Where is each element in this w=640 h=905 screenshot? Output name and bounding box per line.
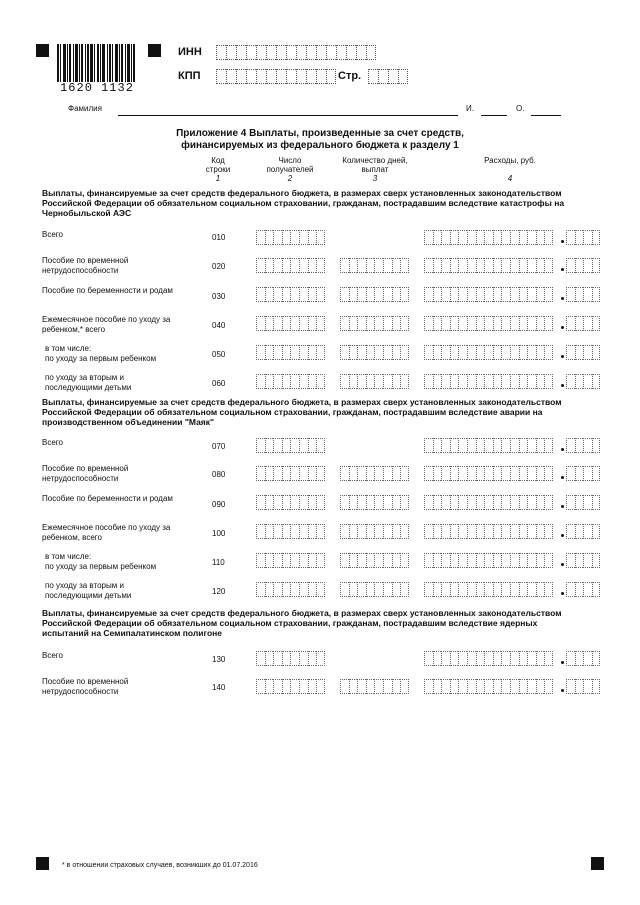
days-field-100[interactable] <box>340 524 409 539</box>
expenses-kop-field-010[interactable] <box>566 230 600 245</box>
row-label-110: в том числе: по уходу за первым ребенком <box>45 552 157 571</box>
page-label: Стр. <box>338 70 362 82</box>
row-label-060: по уходу за вторым и последующими детьми <box>45 373 132 392</box>
registration-marker-top-middle <box>148 44 161 57</box>
expenses-rub-field-030[interactable] <box>424 287 553 302</box>
days-field-080[interactable] <box>340 466 409 481</box>
days-field-020[interactable] <box>340 258 409 273</box>
kpp-field[interactable] <box>216 69 336 84</box>
expenses-rub-field-050[interactable] <box>424 345 553 360</box>
decimal-point-070 <box>561 448 564 451</box>
row-label-090: Пособие по беременности и родам <box>42 494 173 503</box>
recipients-field-080[interactable] <box>256 466 325 481</box>
recipients-field-070[interactable] <box>256 438 325 453</box>
expenses-kop-field-050[interactable] <box>566 345 600 360</box>
column-header-expenses: Расходы, руб. 4 <box>484 156 536 183</box>
inn-field[interactable] <box>216 45 376 60</box>
form-title-line-2: финансируемых из федерального бюджета к разделу 1 <box>181 140 459 151</box>
days-field-060[interactable] <box>340 374 409 389</box>
recipients-field-050[interactable] <box>256 345 325 360</box>
recipients-field-140[interactable] <box>256 679 325 694</box>
expenses-rub-field-100[interactable] <box>424 524 553 539</box>
decimal-point-040 <box>561 326 564 329</box>
row-code-010: 010 <box>212 233 226 242</box>
recipients-field-040[interactable] <box>256 316 325 331</box>
recipients-field-110[interactable] <box>256 553 325 568</box>
row-code-120: 120 <box>212 587 226 596</box>
days-field-110[interactable] <box>340 553 409 568</box>
surname-label: Фамилия <box>68 104 102 113</box>
row-code-140: 140 <box>212 683 226 692</box>
decimal-point-010 <box>561 240 564 243</box>
row-code-080: 080 <box>212 470 226 479</box>
section-mayak-heading: Выплаты, финансируемые за счет средств федерального бюджета, в размерах сверх установленных законодательством Российской Федерации об обязательном социальном страховании, гражданам, пострадавшим вследствие аварии на производственном объединении "Маяк" <box>42 397 562 427</box>
expenses-rub-field-140[interactable] <box>424 679 553 694</box>
row-code-060: 060 <box>212 379 226 388</box>
row-code-050: 050 <box>212 350 226 359</box>
expenses-kop-field-040[interactable] <box>566 316 600 331</box>
row-code-070: 070 <box>212 442 226 451</box>
column-header-code: Код строки 1 <box>205 156 231 183</box>
barcode-number: 1620 1132 <box>56 82 138 94</box>
recipients-field-060[interactable] <box>256 374 325 389</box>
page-field[interactable] <box>368 69 408 84</box>
expenses-kop-field-130[interactable] <box>566 651 600 666</box>
decimal-point-100 <box>561 534 564 537</box>
expenses-rub-field-020[interactable] <box>424 258 553 273</box>
initial-o-field[interactable] <box>531 115 561 116</box>
expenses-rub-field-040[interactable] <box>424 316 553 331</box>
row-label-130: Всего <box>42 651 63 660</box>
row-label-010: Всего <box>42 230 63 239</box>
row-label-030: Пособие по беременности и родам <box>42 286 173 295</box>
decimal-point-020 <box>561 268 564 271</box>
kpp-label: КПП <box>178 70 201 82</box>
expenses-kop-field-120[interactable] <box>566 582 600 597</box>
expenses-kop-field-110[interactable] <box>566 553 600 568</box>
recipients-field-100[interactable] <box>256 524 325 539</box>
days-field-030[interactable] <box>340 287 409 302</box>
expenses-rub-field-080[interactable] <box>424 466 553 481</box>
section-chernobyl-heading: Выплаты, финансируемые за счет средств федерального бюджета, в размерах сверх установленных законодательством Российской Федерации об обязательном социальном страховании, гражданам, пострадавшим вследствие катастрофы на Чернобыльской АЭС <box>42 188 565 218</box>
expenses-rub-field-070[interactable] <box>424 438 553 453</box>
expenses-kop-field-070[interactable] <box>566 438 600 453</box>
registration-marker-top-left <box>36 44 49 57</box>
row-code-040: 040 <box>212 321 226 330</box>
decimal-point-030 <box>561 297 564 300</box>
days-field-040[interactable] <box>340 316 409 331</box>
recipients-field-020[interactable] <box>256 258 325 273</box>
expenses-kop-field-060[interactable] <box>566 374 600 389</box>
row-label-020: Пособие по временной нетрудоспособности <box>42 256 129 275</box>
days-field-120[interactable] <box>340 582 409 597</box>
recipients-field-030[interactable] <box>256 287 325 302</box>
expenses-rub-field-060[interactable] <box>424 374 553 389</box>
expenses-rub-field-010[interactable] <box>424 230 553 245</box>
row-label-070: Всего <box>42 438 63 447</box>
decimal-point-060 <box>561 384 564 387</box>
decimal-point-090 <box>561 505 564 508</box>
section-semipalatinsk-heading: Выплаты, финансируемые за счет средств федерального бюджета, в размерах сверх установленных законодательством Российской Федерации об обязательном социальном страховании, гражданам, пострадавшим вследствие ядерных испытаний на Семипалатинском полигоне <box>42 608 562 638</box>
expenses-kop-field-100[interactable] <box>566 524 600 539</box>
column-header-days: Количество дней, выплат 3 <box>342 156 408 183</box>
days-field-140[interactable] <box>340 679 409 694</box>
row-label-100: Ежемесячное пособие по уходу за ребенком, всего <box>42 523 171 542</box>
column-header-recipients: Число получателей 2 <box>266 156 314 183</box>
decimal-point-110 <box>561 563 564 566</box>
inn-label: ИНН <box>178 46 202 58</box>
recipients-field-010[interactable] <box>256 230 325 245</box>
row-code-130: 130 <box>212 655 226 664</box>
row-code-030: 030 <box>212 292 226 301</box>
expenses-rub-field-130[interactable] <box>424 651 553 666</box>
expenses-rub-field-110[interactable] <box>424 553 553 568</box>
initial-i-field[interactable] <box>481 115 507 116</box>
expenses-kop-field-030[interactable] <box>566 287 600 302</box>
row-label-080: Пособие по временной нетрудоспособности <box>42 464 129 483</box>
form-title-line-1: Приложение 4 Выплаты, произведенные за счет средств, <box>176 128 464 139</box>
row-code-100: 100 <box>212 529 226 538</box>
recipients-field-090[interactable] <box>256 495 325 510</box>
registration-marker-bottom-right <box>591 857 604 870</box>
form-title <box>120 128 520 152</box>
recipients-field-130[interactable] <box>256 651 325 666</box>
days-field-050[interactable] <box>340 345 409 360</box>
row-code-020: 020 <box>212 262 226 271</box>
expenses-rub-field-120[interactable] <box>424 582 553 597</box>
initial-o-label: О. <box>516 104 525 113</box>
expenses-kop-field-140[interactable] <box>566 679 600 694</box>
row-label-120: по уходу за вторым и последующими детьми <box>45 581 132 600</box>
decimal-point-130 <box>561 661 564 664</box>
row-code-090: 090 <box>212 500 226 509</box>
initial-i-label: И. <box>466 104 474 113</box>
decimal-point-140 <box>561 689 564 692</box>
expenses-kop-field-020[interactable] <box>566 258 600 273</box>
decimal-point-080 <box>561 476 564 479</box>
surname-field[interactable] <box>118 115 458 116</box>
decimal-point-120 <box>561 592 564 595</box>
expenses-kop-field-080[interactable] <box>566 466 600 481</box>
row-label-140: Пособие по временной нетрудоспособности <box>42 677 129 696</box>
row-label-040: Ежемесячное пособие по уходу за ребенком,* всего <box>42 315 171 334</box>
expenses-rub-field-090[interactable] <box>424 495 553 510</box>
row-label-050: в том числе: по уходу за первым ребенком <box>45 344 157 363</box>
footnote: * в отношении страховых случаев, возникших до 01.07.2016 <box>62 862 258 869</box>
days-field-090[interactable] <box>340 495 409 510</box>
decimal-point-050 <box>561 355 564 358</box>
registration-marker-bottom-left <box>36 857 49 870</box>
row-code-110: 110 <box>212 558 225 567</box>
expenses-kop-field-090[interactable] <box>566 495 600 510</box>
recipients-field-120[interactable] <box>256 582 325 597</box>
